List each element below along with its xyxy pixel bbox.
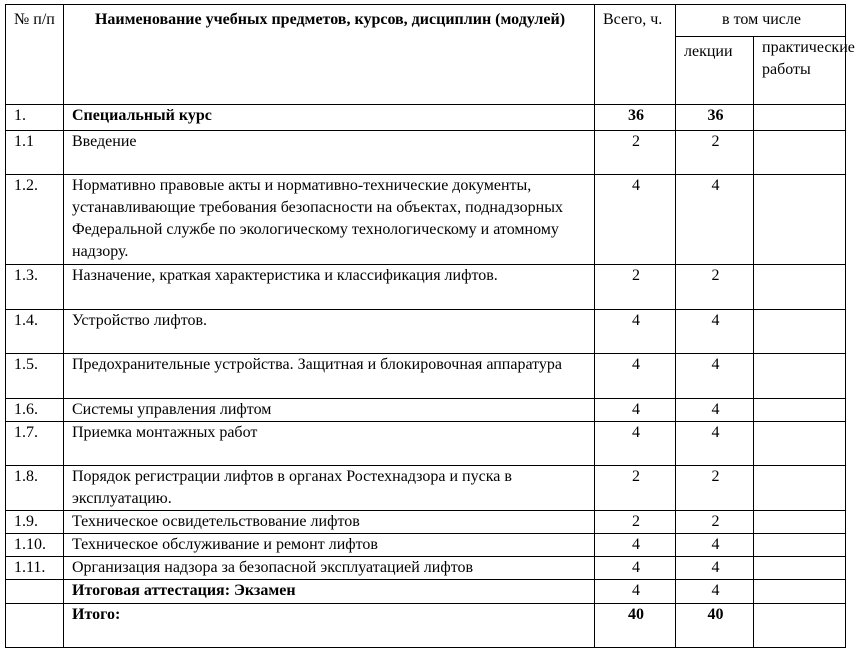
- cell-practical: [754, 422, 846, 466]
- cell-name: Итого:: [64, 604, 595, 648]
- cell-name: Специальный курс: [64, 105, 595, 131]
- cell-name: Техническое освидетельствование лифтов: [64, 511, 595, 534]
- cell-name: Предохранительные устройства. Защитная и блокировочная аппаратура: [64, 354, 595, 399]
- table-row: [6, 310, 846, 354]
- cell-num: 1.9.: [6, 511, 64, 534]
- cell-lectures: 2: [676, 511, 754, 534]
- cell-total: 4: [595, 399, 676, 422]
- table-row: [6, 557, 846, 580]
- cell-num: 1.8.: [6, 466, 64, 511]
- cell-lectures: 4: [676, 534, 754, 557]
- cell-practical: [754, 604, 846, 648]
- cell-total: 4: [595, 580, 676, 604]
- cell-total: 4: [595, 534, 676, 557]
- table-row: [6, 265, 846, 310]
- cell-practical: [754, 466, 846, 511]
- table-row: [6, 534, 846, 557]
- cell-total: 2: [595, 511, 676, 534]
- cell-lectures: 4: [676, 399, 754, 422]
- cell-total: 2: [595, 265, 676, 310]
- cell-num: 1.2.: [6, 175, 64, 265]
- cell-name: Порядок регистрации лифтов в органах Ростехнадзора и пуска в эксплуатацию.: [64, 466, 595, 511]
- cell-lectures: 4: [676, 354, 754, 399]
- cell-total: 40: [595, 604, 676, 648]
- table-row: [6, 354, 846, 399]
- cell-num: [6, 580, 64, 604]
- table-row: [6, 511, 846, 534]
- cell-practical: [754, 557, 846, 580]
- cell-practical: [754, 175, 846, 265]
- header-lectures: лекции: [676, 37, 754, 105]
- cell-practical: [754, 310, 846, 354]
- cell-num: 1.1: [6, 131, 64, 175]
- cell-name: Назначение, краткая характеристика и классификация лифтов.: [64, 265, 595, 310]
- cell-total: 2: [595, 466, 676, 511]
- cell-name: Системы управления лифтом: [64, 399, 595, 422]
- cell-total: 4: [595, 175, 676, 265]
- cell-lectures: 4: [676, 557, 754, 580]
- cell-practical: [754, 105, 846, 131]
- cell-lectures: 4: [676, 422, 754, 466]
- cell-num: 1.5.: [6, 354, 64, 399]
- cell-lectures: 4: [676, 580, 754, 604]
- header-total: Всего, ч.: [595, 5, 676, 105]
- cell-lectures: 2: [676, 466, 754, 511]
- table-body: [6, 105, 846, 648]
- cell-total: 4: [595, 354, 676, 399]
- cell-lectures: 36: [676, 105, 754, 131]
- header-name: Наименование учебных предметов, курсов, дисциплин (модулей): [64, 5, 595, 105]
- table-row: [6, 580, 846, 604]
- header-num: № п/п: [6, 5, 64, 105]
- cell-num: 1.11.: [6, 557, 64, 580]
- cell-name: Приемка монтажных работ: [64, 422, 595, 466]
- cell-practical: [754, 580, 846, 604]
- table-row: [6, 131, 846, 175]
- cell-num: 1.: [6, 105, 64, 131]
- cell-num: 1.4.: [6, 310, 64, 354]
- cell-lectures: 4: [676, 175, 754, 265]
- cell-name: Введение: [64, 131, 595, 175]
- cell-num: 1.6.: [6, 399, 64, 422]
- cell-practical: [754, 511, 846, 534]
- table-row: [6, 175, 846, 265]
- table-row: [6, 105, 846, 131]
- cell-practical: [754, 399, 846, 422]
- table-row: [6, 604, 846, 648]
- header-including: в том числе: [676, 5, 846, 37]
- cell-num: [6, 604, 64, 648]
- cell-name: Организация надзора за безопасной эксплуатацией лифтов: [64, 557, 595, 580]
- table-row: [6, 399, 846, 422]
- cell-lectures: 40: [676, 604, 754, 648]
- curriculum-table: [5, 4, 855, 648]
- cell-practical: [754, 131, 846, 175]
- cell-total: 2: [595, 131, 676, 175]
- cell-name: Устройство лифтов.: [64, 310, 595, 354]
- cell-name: Нормативно правовые акты и нормативно-технические документы, устанавливающие требования безопасности на объектах, поднадзорных Федеральной службе по экологическому технологическому и атомному надзору.: [64, 175, 595, 265]
- header-practical: практические работы: [754, 37, 846, 105]
- cell-num: 1.3.: [6, 265, 64, 310]
- cell-practical: [754, 534, 846, 557]
- cell-total: 36: [595, 105, 676, 131]
- cell-lectures: 2: [676, 131, 754, 175]
- table-row: [6, 466, 846, 511]
- cell-lectures: 4: [676, 310, 754, 354]
- cell-num: 1.7.: [6, 422, 64, 466]
- cell-lectures: 2: [676, 265, 754, 310]
- cell-practical: [754, 265, 846, 310]
- cell-practical: [754, 354, 846, 399]
- cell-name: Техническое обслуживание и ремонт лифтов: [64, 534, 595, 557]
- table-row: [6, 422, 846, 466]
- cell-num: 1.10.: [6, 534, 64, 557]
- cell-total: 4: [595, 557, 676, 580]
- cell-total: 4: [595, 310, 676, 354]
- cell-total: 4: [595, 422, 676, 466]
- cell-name: Итоговая аттестация: Экзамен: [64, 580, 595, 604]
